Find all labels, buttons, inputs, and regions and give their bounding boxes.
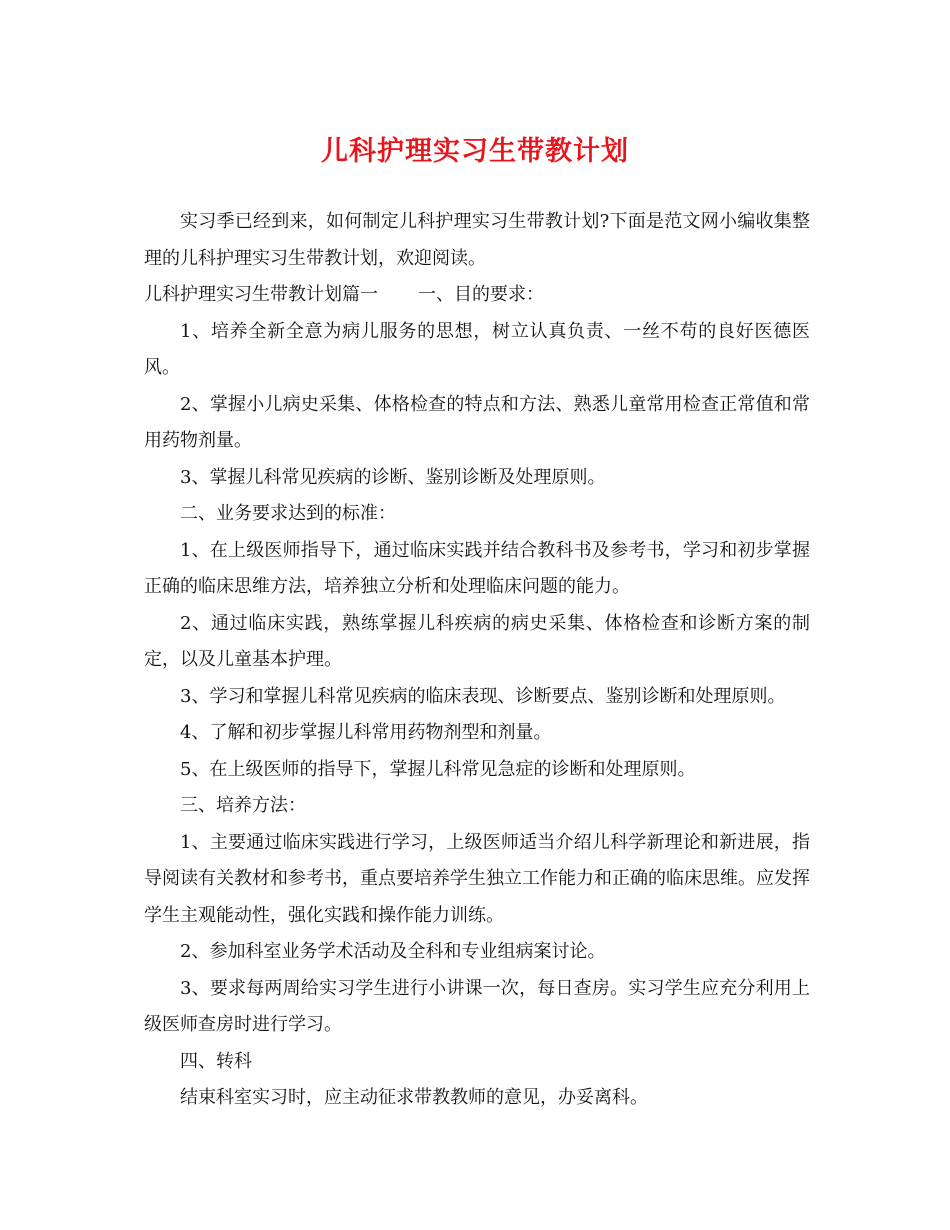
paragraph: 3、学习和掌握儿科常见疾病的临床表现、诊断要点、鉴别诊断和处理原则。 xyxy=(180,685,786,707)
document-title: 儿科护理实习生带教计划 xyxy=(321,136,629,167)
section-heading: 四、转科 xyxy=(180,1050,252,1072)
document-body xyxy=(144,204,810,1117)
paragraph: 2、参加科室业务学术活动及全科和专业组病案讨论。 xyxy=(180,941,606,962)
section-heading: 一、目的要求： xyxy=(418,284,544,305)
paragraph: 1、在上级医师指导下，通过临床实践并结合教科书及参考书，学习和初步掌握正确的临床思维方法，培养独立分析和处理临床问题的能力。 xyxy=(144,539,810,597)
paragraph: 3、掌握儿科常见疾病的诊断、鉴别诊断及处理原则。 xyxy=(180,466,606,488)
paragraph: 5、在上级医师的指导下，掌握儿科常见急症的诊断和处理原则。 xyxy=(180,758,696,780)
paragraph: 2、掌握小儿病史采集、体格检查的特点和方法、熟悉儿童常用检查正常值和常用药物剂量。 xyxy=(144,393,810,451)
paragraph: 2、通过临床实践，熟练掌握儿科疾病的病史采集、体格检查和诊断方案的制定，以及儿童基本护理。 xyxy=(144,612,810,670)
part-title: 儿科护理实习生带教计划篇一 xyxy=(144,284,378,305)
paragraph: 结束科室实习时，应主动征求带教教师的意见，办妥离科。 xyxy=(180,1087,648,1108)
section-heading: 三、培养方法： xyxy=(180,795,306,816)
paragraph: 1、培养全新全意为病儿服务的思想，树立认真负责、一丝不苟的良好医德医风。 xyxy=(144,320,810,378)
paragraph: 3、要求每两周给实习学生进行小讲课一次，每日查房。实习学生应充分利用上级医师查房时进行学习。 xyxy=(144,977,810,1035)
section-heading-line xyxy=(144,277,810,314)
paragraph: 4、了解和初步掌握儿科常用药物剂型和剂量。 xyxy=(180,722,552,743)
paragraph: 1、主要通过临床实践进行学习，上级医师适当介绍儿科学新理论和新进展，指导阅读有关教材和参考书，重点要培养学生独立工作能力和正确的临床思维。应发挥学生主观能动性，强化实践和操作能力训练。 xyxy=(144,831,810,926)
intro-paragraph: 实习季已经到来，如何制定儿科护理实习生带教计划?下面是范文网小编收集整理的儿科护理实习生带教计划，欢迎阅读。 xyxy=(144,211,810,269)
section-heading: 二、业务要求达到的标准： xyxy=(180,503,396,524)
